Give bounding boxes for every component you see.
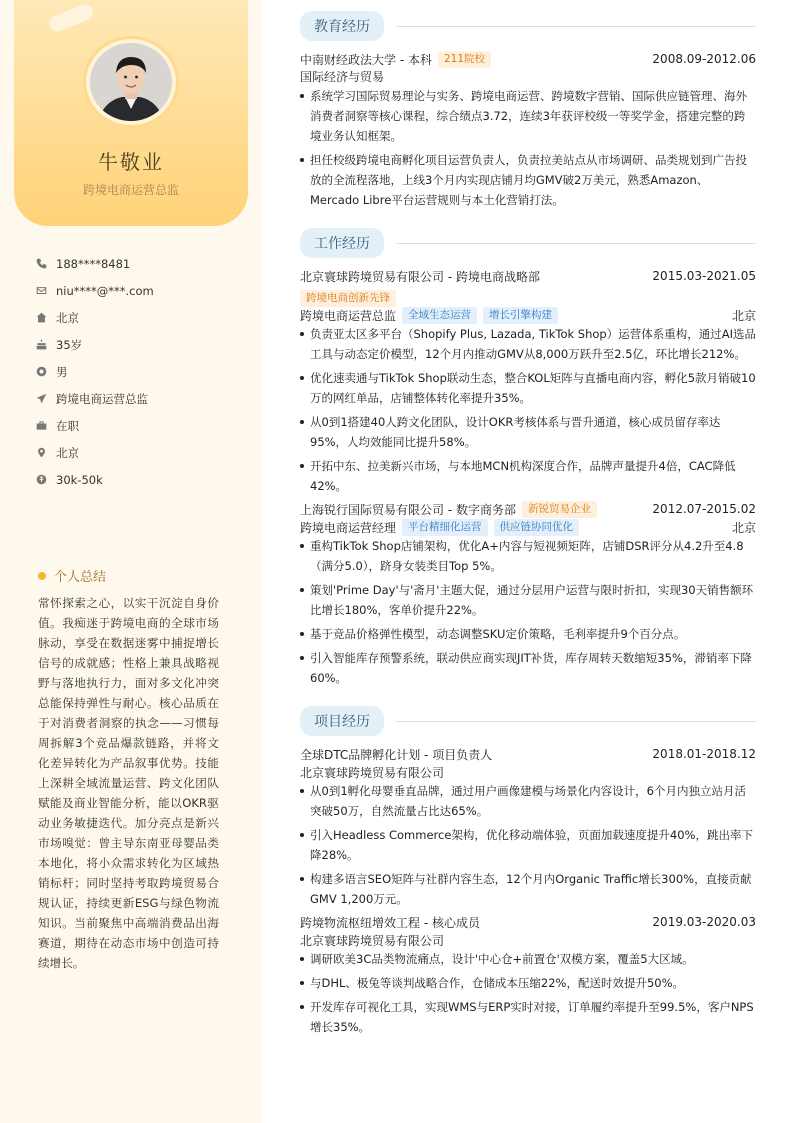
contact-list: [36, 250, 246, 493]
education-major-row: [300, 67, 756, 85]
cake-icon: [36, 339, 56, 350]
job-date: 2012.07-2015.02: [652, 502, 756, 516]
project-header: [300, 745, 756, 763]
avatar-ring: [83, 36, 179, 128]
contact-salary: [36, 466, 246, 493]
section-education: [300, 11, 756, 41]
section-title: 教育经历: [300, 11, 384, 41]
section-projects: [300, 706, 756, 736]
job-tag: 平台精细化运营: [402, 519, 488, 536]
send-icon: [36, 393, 56, 404]
list-item: 策划'Prime Day'与'斋月'主题大促，通过分层用户运营与限时折扣，实现30天销售额环比增长180%，客单价提升22%。: [300, 580, 756, 620]
education-date: 2008.09-2012.06: [652, 52, 756, 66]
school-tag: 211院校: [438, 51, 491, 68]
contact-target-role: [36, 385, 246, 412]
contact-text: 北京: [56, 310, 79, 325]
job-position: 跨境电商运营经理: [300, 520, 397, 535]
bullet-dot-icon: [38, 572, 46, 580]
mail-icon: [36, 285, 56, 296]
section-divider: [396, 26, 756, 27]
list-item: 开发库存可视化工具，实现WMS与ERP实时对接，订单履约率提升至99.5%，客户NPS增长35%。: [300, 997, 756, 1037]
job-badge-row: [300, 289, 756, 307]
briefcase-icon: [36, 420, 56, 431]
project-bullets: [300, 781, 756, 913]
location-icon: [36, 447, 56, 458]
contact-text: 35岁: [56, 337, 83, 352]
major: 国际经济与贸易: [300, 69, 385, 84]
list-item: 系统学习国际贸易理论与实务、跨境电商运营、跨境数字营销、国际供应链管理、海外消费者洞察等核心课程，综合绩点3.72，连续3年获评校级一等奖学金，搭建完整的跨境业务认知框架。: [300, 86, 756, 146]
gender-icon: [36, 366, 56, 377]
section-divider: [396, 721, 756, 722]
summary-text: 常怀探索之心，以实干沉淀自身价值。我痴迷于跨境电商的全球市场脉动，享受在数据迷雾中捕捉增长信号的成就感；性格上兼具战略视野与落地执行力，面对多文化冲突总能保持弹性与耐心。核心品质在于对消费者洞察的执念——习惯每周拆解3个竞品爆款链路，并将文化差异转化为产品叙事优势。技能上深耕全域流量运营、跨文化团队赋能及商业智能分析，能以OKR驱动业务敏捷迭代。加分亮点是新兴市场嗅觉：曾主导东南亚母婴品类本地化，将小众需求转化为区域热销标杆；同时坚持考取跨境贸易合规认证，持续更新ESG与绿色物流知识。当前聚焦中高端消费品出海赛道，期待在动态市场中创造可持续增长。: [38, 596, 219, 970]
home-icon: [36, 312, 56, 323]
education-bullets: [300, 86, 756, 214]
job-city: 北京: [731, 520, 756, 535]
project-name: 全球DTC品牌孵化计划 - 项目负责人: [300, 747, 493, 762]
summary-heading: [38, 566, 106, 585]
section-work: [300, 228, 756, 258]
company-name: 上海锐行国际贸易有限公司 - 数字商务部: [300, 502, 516, 517]
summary-heading-text: 个人总结: [54, 570, 107, 585]
contact-status: [36, 412, 246, 439]
list-item: 与DHL、极兔等谈判战略合作，仓储成本压缩22%，配送时效提升50%。: [300, 973, 756, 993]
job-bullets: [300, 324, 756, 500]
contact-email: [36, 277, 246, 304]
profile-card: [14, 0, 248, 226]
job-header: [300, 267, 756, 285]
sidebar: [0, 0, 262, 1123]
contact-age: [36, 331, 246, 358]
contact-phone: [36, 250, 246, 277]
list-item: 重构TikTok Shop店铺架构，优化A+内容与短视频矩阵，店铺DSR评分从4.2升至4.8（满分5.0），跻身女装类目Top 5%。: [300, 536, 756, 576]
section-title: 项目经历: [300, 706, 384, 736]
project-org: 北京寰球跨境贸易有限公司: [300, 933, 445, 948]
contact-text: 在职: [56, 418, 79, 433]
list-item: 开拓中东、拉美新兴市场，与本地MCN机构深度合作，品牌声量提升4倍，CAC降低42%。: [300, 456, 756, 496]
contact-home: [36, 304, 246, 331]
job-badge: 跨境电商创新先锋: [300, 290, 396, 307]
phone-icon: [36, 258, 56, 269]
project-bullets: [300, 949, 756, 1041]
education-header: [300, 50, 756, 68]
company-tag: 新锐贸易企业: [522, 501, 597, 518]
avatar: [90, 43, 172, 121]
project-org: 北京寰球跨境贸易有限公司: [300, 765, 445, 780]
section-divider: [396, 243, 756, 244]
company-name: 北京寰球跨境贸易有限公司 - 跨境电商战略部: [300, 269, 540, 284]
profile-name: 牛敬业: [98, 150, 164, 174]
project-name: 跨境物流枢纽增效工程 - 核心成员: [300, 915, 480, 930]
contact-gender: [36, 358, 246, 385]
job-date: 2015.03-2021.05: [652, 269, 756, 283]
salary-icon: [36, 474, 56, 485]
list-item: 引入Headless Commerce架构，优化移动端体验，页面加载速度提升40%，跳出率下降28%。: [300, 825, 756, 865]
contact-text: 男: [56, 364, 68, 379]
school-name: 中南财经政法大学 - 本科: [300, 52, 432, 67]
project-org-row: [300, 931, 756, 949]
job-header: [300, 500, 756, 518]
project-org-row: [300, 763, 756, 781]
job-city: 北京: [731, 308, 756, 323]
job-position-row: [300, 518, 756, 536]
list-item: 优化速卖通与TikTok Shop联动生态，整合KOL矩阵与直播电商内容，孵化5款月销破10万的网红单品，店铺整体转化率提升35%。: [300, 368, 756, 408]
job-position: 跨境电商运营总监: [300, 308, 397, 323]
list-item: 从0到1搭建40人跨文化团队，设计OKR考核体系与晋升通道，核心成员留存率达95%，人均效能同比提升58%。: [300, 412, 756, 452]
contact-text: 30k-50k: [56, 472, 103, 487]
list-item: 负责亚太区多平台（Shopify Plus, Lazada, TikTok Shop）运营体系重构，通过AI选品工具与动态定价模型，12个月内推动GMV从8,000万跃升至2.5亿，环比增长212%。: [300, 324, 756, 364]
job-bullets: [300, 536, 756, 692]
job-tag: 全域生态运营: [402, 307, 477, 324]
job-tag: 供应链协同优化: [494, 519, 580, 536]
contact-text: 188****8481: [56, 256, 131, 271]
list-item: 构建多语言SEO矩阵与社群内容生态，12个月内Organic Traffic增长300%，直接贡献GMV 1,200万元。: [300, 869, 756, 909]
list-item: 引入智能库存预警系统，联动供应商实现JIT补货，库存周转天数缩短35%，滞销率下降60%。: [300, 648, 756, 688]
contact-location: [36, 439, 246, 466]
job-tag: 增长引擎构建: [483, 307, 558, 324]
list-item: 从0到1孵化母婴垂直品牌，通过用户画像建模与场景化内容设计，6个月内独立站月活突破50万，自然流量占比达65%。: [300, 781, 756, 821]
section-title: 工作经历: [300, 228, 384, 258]
contact-text: 北京: [56, 445, 79, 460]
list-item: 担任校级跨境电商孵化项目运营负责人，负责拉美站点从市场调研、品类规划到广告投放的全流程落地，上线3个月内实现店铺月均GMV破2万美元，熟悉Amazon、Mercado Libre平台运营规则与本土化营销打法。: [300, 150, 756, 210]
profile-title: 跨境电商运营总监: [82, 183, 179, 197]
project-date: 2018.01-2018.12: [652, 747, 756, 761]
list-item: 基于竞品价格弹性模型，动态调整SKU定价策略，毛利率提升9个百分点。: [300, 624, 756, 644]
project-date: 2019.03-2020.03: [652, 915, 756, 929]
job-position-row: [300, 306, 756, 324]
contact-text: niu****@***.com: [56, 283, 154, 298]
project-header: [300, 913, 756, 931]
decorative-gloss: [47, 2, 96, 34]
list-item: 调研欧美3C品类物流痛点，设计'中心仓+前置仓'双模方案，覆盖5大区域。: [300, 949, 756, 969]
contact-text: 跨境电商运营总监: [56, 391, 148, 406]
